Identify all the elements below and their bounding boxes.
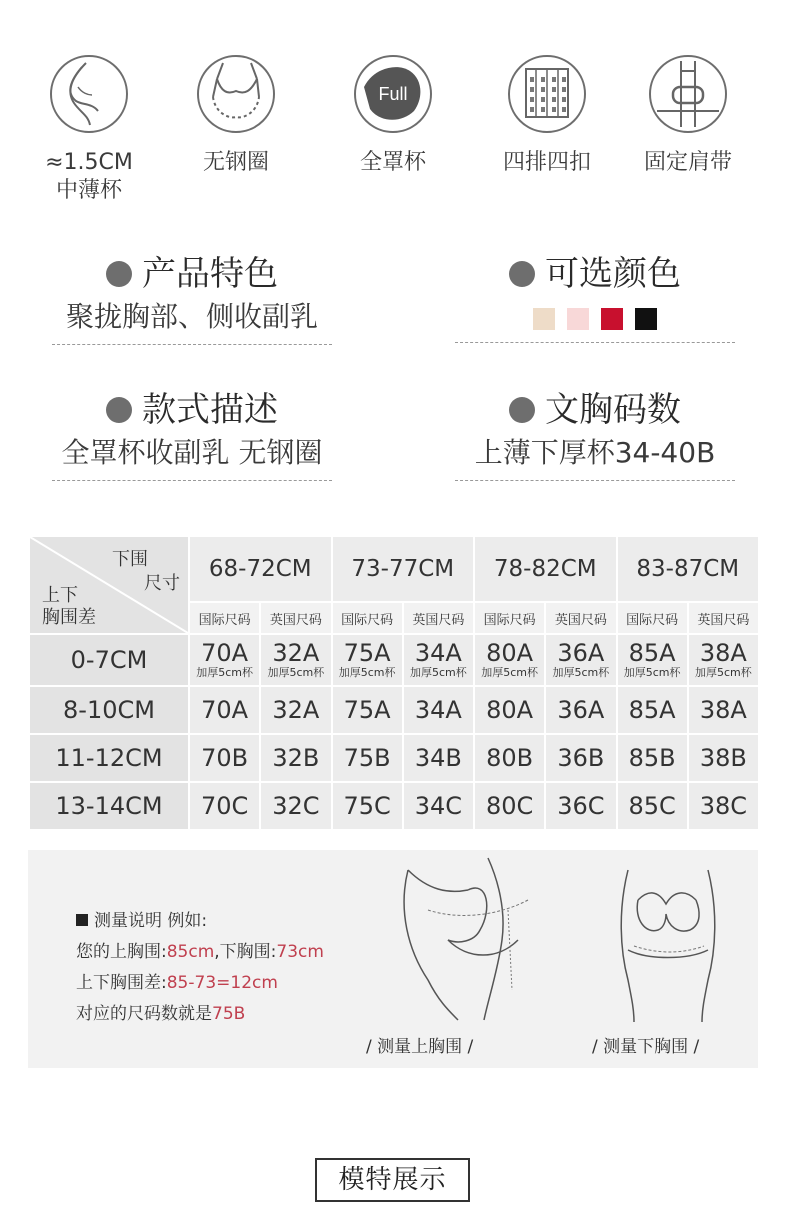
table-cell bbox=[261, 635, 330, 685]
color-swatches bbox=[455, 308, 735, 330]
table-cell: 38A bbox=[689, 687, 758, 733]
table-cell: 36A bbox=[546, 687, 615, 733]
swatch-nude[interactable] bbox=[533, 308, 555, 330]
corner-top-label2: 尺寸 bbox=[144, 573, 180, 594]
info-value: 聚拢胸部、侧收副乳 bbox=[65, 300, 318, 333]
table-cell: 34C bbox=[404, 783, 473, 829]
info-product-features bbox=[52, 254, 332, 345]
table-cell: 70C bbox=[190, 783, 259, 829]
table-cell: 36B bbox=[546, 735, 615, 781]
table-row bbox=[30, 687, 758, 733]
info-title: 可选颜色 bbox=[545, 254, 681, 294]
cell-value: 75A bbox=[343, 639, 391, 667]
table-cell bbox=[475, 635, 544, 685]
cell-value: 38A bbox=[699, 639, 747, 667]
range-header: 73-77CM bbox=[333, 537, 474, 601]
bullet-dot bbox=[509, 397, 535, 423]
bullet-dot bbox=[106, 397, 132, 423]
feature-label-line1: 四排四扣 bbox=[502, 150, 591, 175]
swatch-black[interactable] bbox=[635, 308, 657, 330]
cell-value: 70A bbox=[201, 639, 249, 667]
table-corner-header bbox=[30, 537, 188, 633]
model-display-button[interactable]: 模特展示 bbox=[315, 1158, 470, 1202]
feature-full-cup bbox=[318, 55, 468, 177]
bullet-dot bbox=[509, 261, 535, 287]
table-cell: 75A bbox=[333, 687, 402, 733]
table-cell: 85A bbox=[618, 687, 687, 733]
bullet-dot bbox=[106, 261, 132, 287]
wire-free-icon bbox=[197, 55, 275, 133]
fixed-strap-icon bbox=[649, 55, 727, 133]
dashed-divider bbox=[455, 342, 735, 343]
range-header: 83-87CM bbox=[618, 537, 759, 601]
sub-header: 国际尺码 bbox=[190, 603, 259, 633]
table-cell: 85B bbox=[618, 735, 687, 781]
under-bust-value: 73cm bbox=[276, 942, 324, 962]
table-row bbox=[30, 735, 758, 781]
under-bust-figure-icon bbox=[598, 850, 738, 1025]
feature-cup-thickness bbox=[14, 55, 164, 205]
info-value: 上薄下厚杯34-40B bbox=[474, 436, 716, 469]
table-cell: 38B bbox=[689, 735, 758, 781]
row-header: 13-14CM bbox=[30, 783, 188, 829]
table-cell bbox=[404, 635, 473, 685]
dashed-divider bbox=[52, 344, 332, 345]
table-cell: 80C bbox=[475, 783, 544, 829]
table-cell: 32C bbox=[261, 783, 330, 829]
table-cell bbox=[546, 635, 615, 685]
square-bullet-icon bbox=[76, 914, 88, 926]
table-cell: 70B bbox=[190, 735, 259, 781]
cell-note: 加厚5cm杯 bbox=[267, 666, 325, 679]
cell-note: 加厚5cm杯 bbox=[338, 666, 396, 679]
cell-note: 加厚5cm杯 bbox=[481, 666, 538, 679]
hook-eye-icon bbox=[508, 55, 586, 133]
cell-value: 32A bbox=[272, 639, 320, 667]
result-size-value: 75B bbox=[212, 1004, 246, 1024]
corner-left-label: 上下 bbox=[42, 585, 78, 606]
feature-hook-eye bbox=[472, 55, 622, 177]
sub-header: 英国尺码 bbox=[261, 603, 330, 633]
swatch-red[interactable] bbox=[601, 308, 623, 330]
line1-prefix: 您的上胸围: bbox=[76, 942, 167, 962]
feature-label-line1: ≈1.5CM bbox=[45, 150, 133, 175]
range-header: 68-72CM bbox=[190, 537, 331, 601]
difference-value: 85-73=12cm bbox=[166, 973, 278, 993]
table-cell: 32A bbox=[261, 687, 330, 733]
corner-left-label2: 胸围差 bbox=[42, 607, 96, 628]
feature-icons bbox=[0, 55, 790, 215]
line1-mid: ,下胸围: bbox=[214, 942, 277, 962]
table-cell: 34A bbox=[404, 687, 473, 733]
table-cell: 34B bbox=[404, 735, 473, 781]
cell-value: 80A bbox=[486, 639, 534, 667]
info-title: 款式描述 bbox=[142, 390, 278, 430]
full-badge-text: Full bbox=[378, 84, 408, 104]
measurement-text bbox=[76, 906, 324, 1030]
table-cell: 80B bbox=[475, 735, 544, 781]
line2-prefix: 上下胸围差: bbox=[76, 973, 167, 993]
info-value: 全罩杯收副乳 无钢圈 bbox=[61, 436, 323, 469]
table-cell bbox=[689, 635, 758, 685]
sub-header: 国际尺码 bbox=[618, 603, 687, 633]
cell-value: 85A bbox=[628, 639, 676, 667]
info-title: 产品特色 bbox=[142, 254, 278, 294]
feature-label-line2: 中薄杯 bbox=[55, 178, 122, 203]
measurement-guide bbox=[28, 850, 758, 1068]
info-title: 文胸码数 bbox=[545, 390, 681, 430]
caption-under-bust: / 测量下胸围 / bbox=[592, 1037, 700, 1057]
dashed-divider bbox=[52, 480, 332, 481]
row-header: 8-10CM bbox=[30, 687, 188, 733]
feature-fixed-strap bbox=[613, 55, 763, 177]
dashed-divider bbox=[455, 480, 735, 481]
feature-label-line1: 全罩杯 bbox=[359, 150, 426, 175]
feature-wire-free bbox=[161, 55, 311, 177]
sub-header: 国际尺码 bbox=[475, 603, 544, 633]
table-row bbox=[30, 635, 758, 685]
cell-value: 34A bbox=[414, 639, 462, 667]
range-header: 78-82CM bbox=[475, 537, 616, 601]
cell-note: 加厚5cm杯 bbox=[623, 666, 681, 679]
measure-title: 测量说明 例如: bbox=[94, 911, 208, 931]
upper-bust-figure-icon bbox=[388, 850, 548, 1025]
info-bra-size bbox=[455, 390, 735, 481]
sub-header: 英国尺码 bbox=[546, 603, 615, 633]
table-cell bbox=[190, 635, 259, 685]
caption-upper-bust: / 测量上胸围 / bbox=[366, 1037, 474, 1057]
feature-label-line1: 固定肩带 bbox=[643, 150, 732, 175]
table-cell: 75C bbox=[333, 783, 402, 829]
cell-note: 加厚5cm杯 bbox=[694, 666, 752, 679]
cell-value: 36A bbox=[557, 639, 605, 667]
table-cell: 70A bbox=[190, 687, 259, 733]
cell-note: 加厚5cm杯 bbox=[552, 666, 610, 679]
full-cup-icon bbox=[354, 55, 432, 133]
cell-note: 加厚5cm杯 bbox=[409, 666, 467, 679]
table-cell: 85C bbox=[618, 783, 687, 829]
sub-header: 英国尺码 bbox=[689, 603, 758, 633]
cell-note: 加厚5cm杯 bbox=[196, 666, 253, 679]
table-cell: 75B bbox=[333, 735, 402, 781]
table-cell: 36C bbox=[546, 783, 615, 829]
table-row bbox=[30, 783, 758, 829]
table-cell: 80A bbox=[475, 687, 544, 733]
row-header: 0-7CM bbox=[30, 635, 188, 685]
line3-prefix: 对应的尺码数就是 bbox=[76, 1004, 212, 1024]
corner-top-label: 下围 bbox=[112, 549, 148, 570]
info-style-description bbox=[52, 390, 332, 481]
sub-header: 国际尺码 bbox=[333, 603, 402, 633]
table-cell: 38C bbox=[689, 783, 758, 829]
row-header: 11-12CM bbox=[30, 735, 188, 781]
feature-label-line1: 无钢圈 bbox=[202, 150, 269, 175]
sub-header: 英国尺码 bbox=[404, 603, 473, 633]
table-cell: 32B bbox=[261, 735, 330, 781]
cup-thickness-icon bbox=[50, 55, 128, 133]
upper-bust-value: 85cm bbox=[166, 942, 215, 962]
size-chart-table bbox=[28, 535, 760, 831]
table-cell bbox=[333, 635, 402, 685]
info-colors bbox=[455, 254, 735, 343]
swatch-pink[interactable] bbox=[567, 308, 589, 330]
table-cell bbox=[618, 635, 687, 685]
